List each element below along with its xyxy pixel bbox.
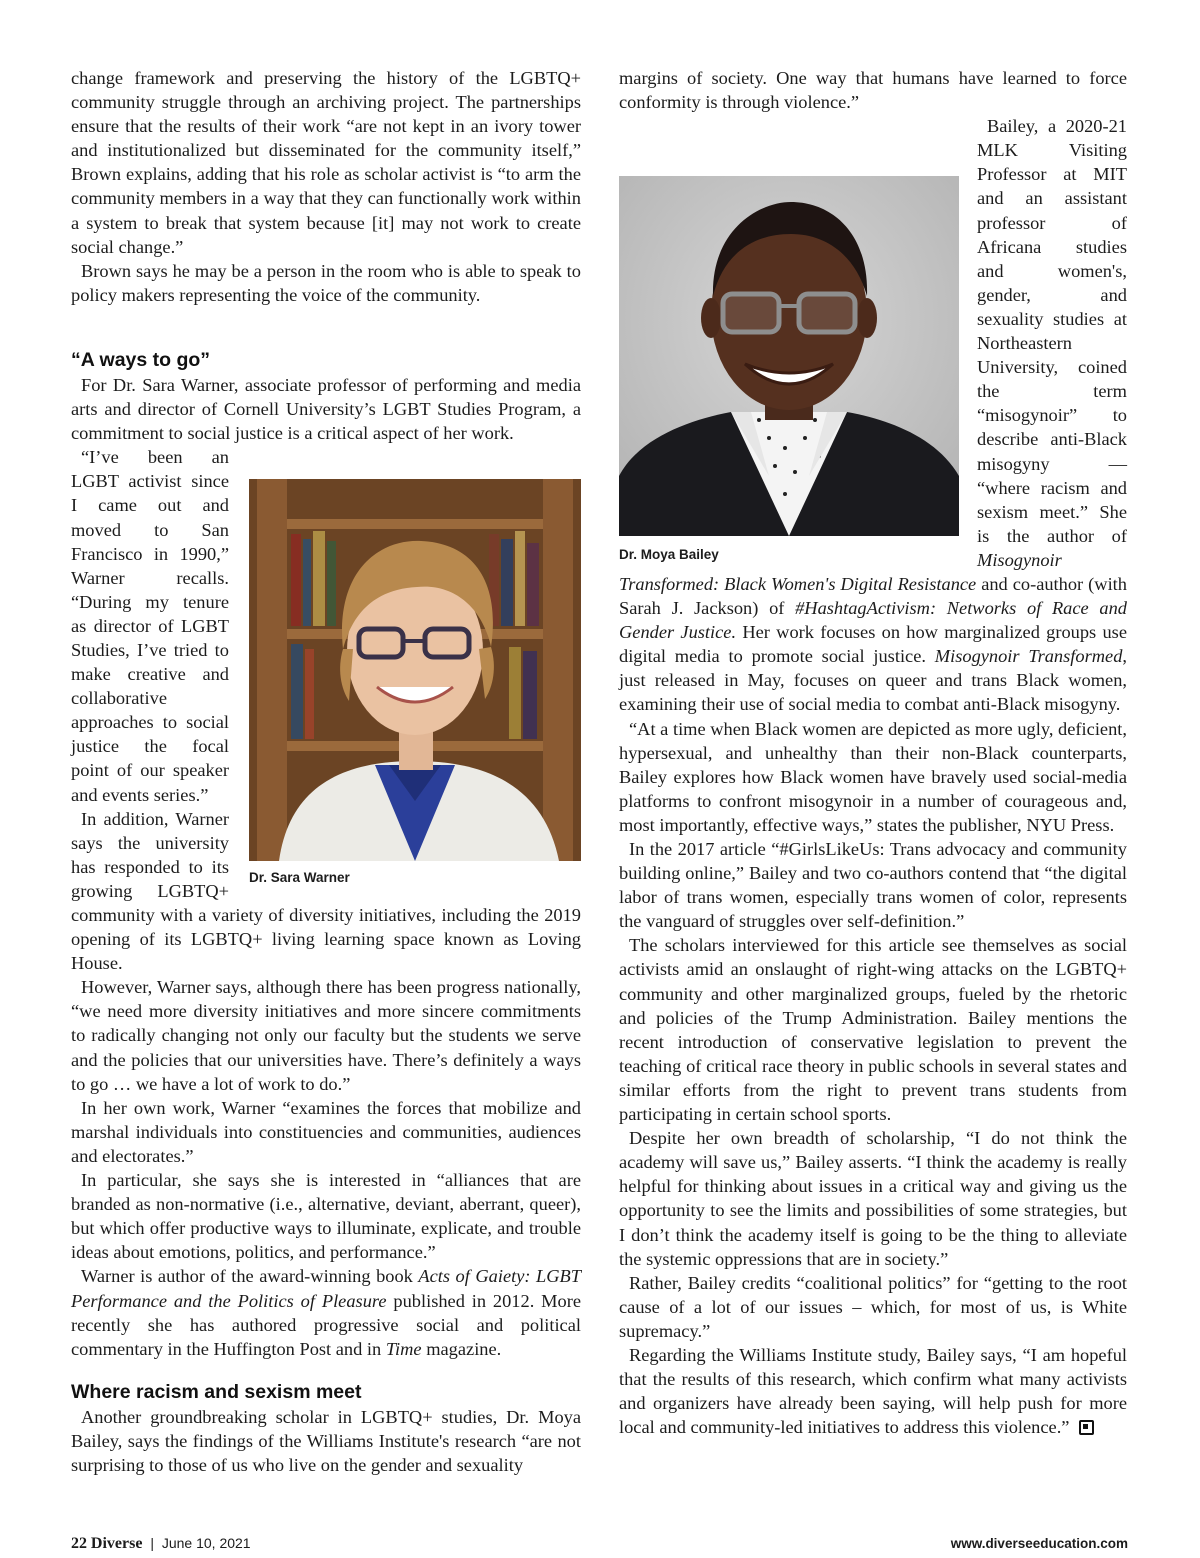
section-heading: Where racism and sexism meet [71, 1380, 362, 1403]
paragraph: Bailey, a 2020-21 MLK Visiting Professor at MIT and an assistant professor of Africana studies and women's, gender, and sexuality studies at Northeastern University, coined the term “misogynoir” to describe anti-Black misogyny — “where racism and sexism meet.” She is the author of Misogynoir Transformed: Black Women's Digital Resistance and co-author (with Sarah J. Jackson) of #HashtagActivism: Networks of Race and Gender Justice. Her work focuses on how marginalized groups use digital media to promote social justice. Misogynoir Transformed, just released in May, focuses on queer and trans Black women, examining their use of social media to combat anti-Black misogyny. [619, 116, 1127, 715]
paragraph: Despite her own breadth of scholarship, “I do not think the academy will save us,” Bailey asserts. “I think the academy is really helpful for thinking about issues in a critical way and giving us the opportunity to see the limits and possibilities of some strategies, but I don’t think the academy itself is going to be the thing to alleviate the systemic oppressions that are in society.” [619, 1128, 1127, 1269]
book-title: Acts of Gaiety: LGBT Performance and the Politics of Pleasure [71, 1266, 581, 1311]
right-column [619, 66, 1127, 1439]
photo-moya-bailey [619, 176, 959, 536]
paragraph: “I’ve been an LGBT activist since I came out and moved to San Francisco in 1990,” Warner recalls. “During my tenure as director of LGBT Studies, I’ve tried to make creative and collaborative approaches to social justice the focal point of our speaker and events series.” [71, 447, 229, 805]
paragraph: However, Warner says, although there has been progress nationally, “we need more diversity initiatives and more sincere commitments to radically changing not only our faculty but the students we serve and the policies that our universities have. There’s definitely a ways to go … we have a lot of work to do.” [71, 977, 581, 1094]
paragraph: The scholars interviewed for this article see themselves as social activists amid an onslaught of right-wing attacks on the LGBTQ+ community and other marginalized groups, fueled by the rhetoric and policies of the Trump Administration. Bailey mentions the recent introduction of conservative legislation to prevent the teaching of critical race theory in public schools in several states and similar efforts from the right to prevent trans students from participating in certain school sports. [619, 935, 1127, 1125]
photo-caption-warner: Dr. Sara Warner [249, 870, 350, 886]
book-title: Misogynoir Transformed: Black Women's Digital Resistance [619, 549, 1062, 594]
section-heading: “A ways to go” [71, 348, 211, 371]
paragraph: Rather, Bailey credits “coalitional politics” for “getting to the root cause of a lot of our issues – which, for most of us, is White supremacy.” [619, 1272, 1127, 1341]
magazine-title: Time [385, 1338, 422, 1359]
paragraph: Brown says he may be a person in the room who is able to speak to policy makers representing the voice of the community. [71, 260, 581, 305]
book-title: #HashtagActivism: Networks of Race and Gender Justice. [619, 598, 1127, 643]
paragraph: In particular, she says she is interested in “alliances that are branded as non-normative (i.e., alternative, deviant, aberrant, queer), but which offer productive ways to illuminate, explicate, and trouble ideas about emotions, politics, and performance.” [71, 1170, 581, 1263]
page-number: 22 [71, 1535, 87, 1552]
paragraph: In her own work, Warner “examines the forces that mobilize and marshal individuals into constituencies and communities, audiences and electorates.” [71, 1097, 581, 1166]
website-url: www.diverseeducation.com [950, 1536, 1128, 1551]
footer-folio [71, 1535, 251, 1553]
paragraph: margins of society. One way that humans have learned to force conformity is through violence.” [619, 68, 1127, 113]
paragraph: Warner is author of the award-winning book Acts of Gaiety: LGBT Performance and the Politics of Pleasure published in 2012. More recently she has authored progressive social and political commentary in the Huffington Post and in Time magazine. [71, 1266, 581, 1359]
issue-date: June 10, 2021 [161, 1535, 251, 1551]
paragraph: “At a time when Black women are depicted as more ugly, deficient, hypersexual, and unhealthy than their non-Black counterparts, Bailey explores how Black women have bravely used social-media platforms to confront misogynoir in a number of courageous and, most importantly, effective ways,” states the publisher, NYU Press. [619, 718, 1127, 835]
page-footer [71, 1535, 1128, 1557]
paragraph: Another groundbreaking scholar in LGBTQ+ studies, Dr. Moya Bailey, says the findings of the Williams Institute's research “are not surprising to those of us who live on the gender and sexuality [71, 1406, 581, 1475]
paragraph: For Dr. Sara Warner, associate professor of performing and media arts and director of Cornell University’s LGBT Studies Program, a commitment to social justice is a critical aspect of her work. [71, 374, 581, 444]
left-column [71, 66, 581, 1477]
footer-separator: | [150, 1535, 154, 1551]
paragraph: In addition, Warner says the university has responded to its growing LGBTQ+ community with a variety of diversity initiatives, including the 2019 opening of its LGBTQ+ living learning space known as Loving House. [71, 808, 581, 974]
paragraph: Regarding the Williams Institute study, Bailey says, “I am hopeful that the results of this research, which confirm what many activists and organizers have already been saying, will help push for more local and community-led initiatives to address this violence.” [619, 1344, 1127, 1438]
paragraph: change framework and preserving the history of the LGBTQ+ community struggle through an archiving project. The partnerships ensure that the results of their work “are not kept in an ivory tower and institutionalized but disseminated for the community itself,” Brown explains, adding that his role as scholar activist is “to arm the community members in a way that they can functionally work within a system to break that system because [it] may not work to create social change.” [71, 68, 581, 257]
magazine-name: Diverse [90, 1535, 143, 1552]
photo-sara-warner [249, 479, 581, 861]
paragraph: In the 2017 article “#GirlsLikeUs: Trans advocacy and community building online,” Bailey and two co-authors contend that “the digital labor of trans women, especially trans women of color, represents the vanguard of struggles over self-definition.” [619, 839, 1127, 932]
end-of-article-icon [1079, 1420, 1094, 1435]
book-title: Misogynoir Transformed [934, 646, 1123, 667]
photo-caption-bailey: Dr. Moya Bailey [619, 547, 719, 563]
